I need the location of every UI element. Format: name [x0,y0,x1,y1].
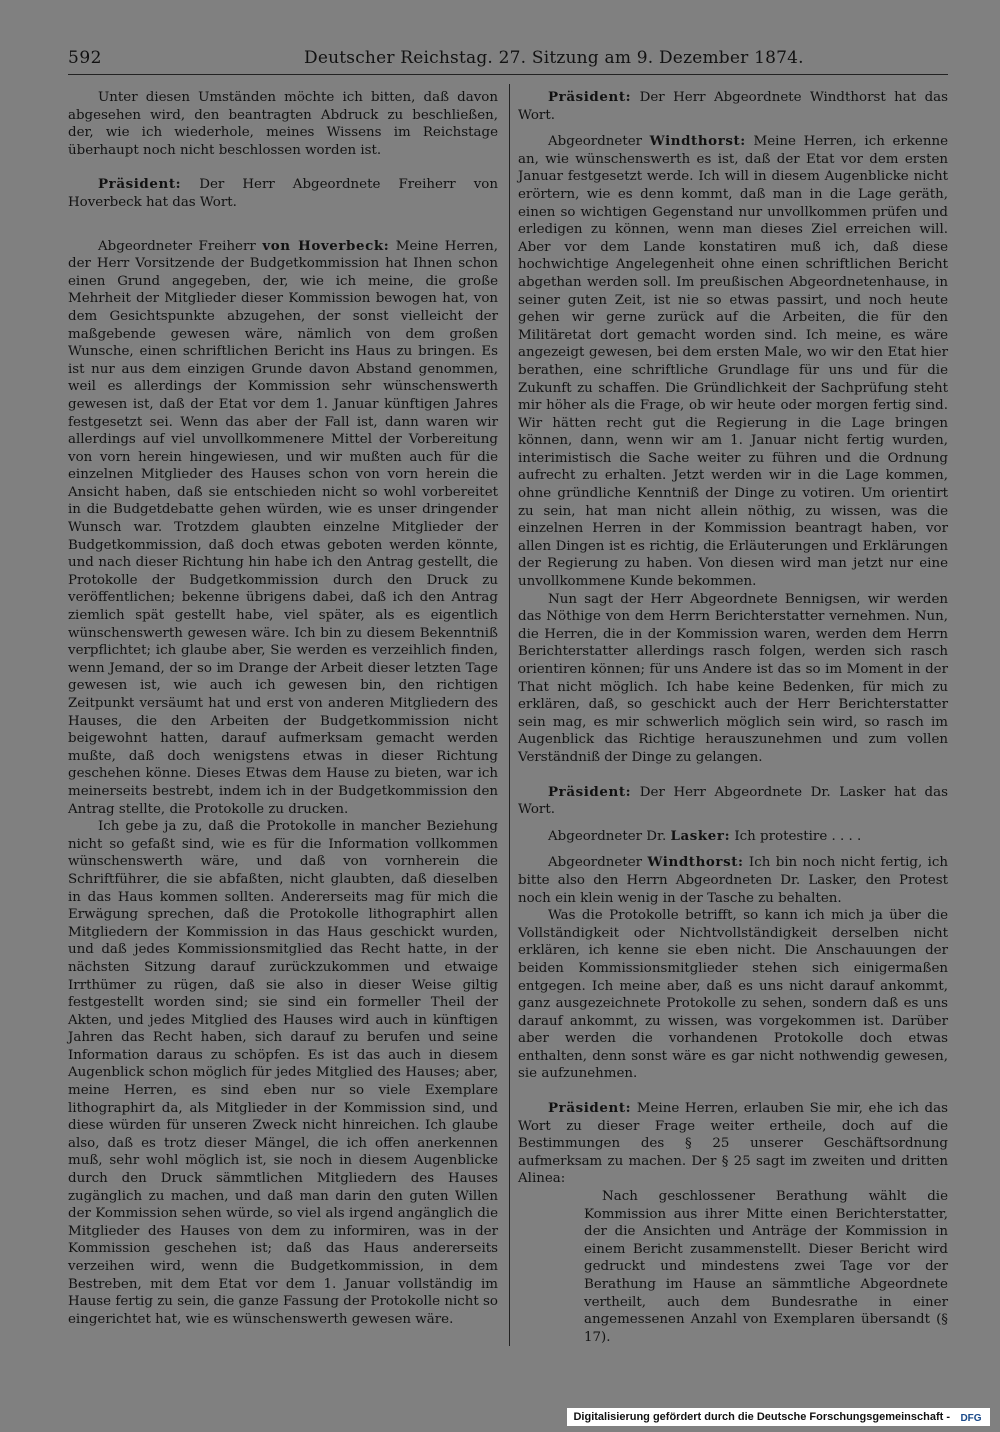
right-column [518,89,948,1346]
speaker-prefix: Abgeordneter Freiherr [98,238,256,254]
speaker-name: Präsident: [548,89,632,105]
left-column [68,89,498,1328]
speech-president [518,784,948,819]
dfg-logo-icon [956,1411,986,1423]
dfg-logo-text: DFG [960,1413,982,1423]
paragraph: Nun sagt der Herr Abgeordnete Bennigsen, wir werden das Nöthige von dem Herrn Berichterstatter vernehmen. Nun, die Herren, die in der Kommission waren, werden dem Herrn Berichterstatter allerdings rasch folgen, werden sich rasch orientiren können; für uns Andere ist das so im Moment in der That nicht möglich. Ich habe keine Bedenken, für mich zu erklären, daß, so geschickt auch der Herr Berichterstatter sein mag, es mir schwerlich möglich sein wird, so rasch im Augenblick das Richtige herauszunehmen und zum vollen Verständniß der Dinge zu gelangen. [518,591,948,765]
speech-lasker [518,828,948,846]
speech-president [518,1100,948,1188]
speaker-name: Präsident: [548,783,632,800]
speech-text: Der Herr Abgeordnete Windthorst hat das Wort. [518,90,948,123]
speaker-name: Windthorst: [647,854,744,871]
speaker-name: Präsident: [548,1100,632,1117]
speaker-prefix: Abgeordneter Dr. [548,828,667,844]
speaker-prefix: Abgeordneter [548,134,643,150]
paragraph: Ich gebe ja zu, daß die Protokolle in mancher Beziehung nicht so gefaßt sind, wie es für die Information vollkommen wünschenswerth wäre, und daß von vornherein die Schriftführer, die sie abfaßten, nicht glaubten, daß dieselben in das Haus kommen sollten. Andererseits mag für mich die Erwägung sprechen, daß die Protokolle lithographirt allen Mitgliedern der Kommission in das Haus geschickt wurden, und daß jedes Kommissionsmitglied das Recht hatte, in der nächsten Sitzung darauf zurückzukommen und etwaige Irrthümer zu rügen, daß sie also in dieser Weise giltig festgestellt worden sind; sie sind ein formeller Theil der Akten, und jedes Mitglied des Hauses wird auch in künftigen Jahren das Recht haben, sich darauf zu berufen und seine Information daraus zu schöpfen. Es ist das auch in diesem Augenblick schon möglich für jedes Mitglied des Hauses; aber, meine Herren, es sind eben nur so viele Exemplare lithographirt da, als Mitglieder in der Kommission sind, und diese würden für unseren Zweck nicht hinreichen. Ich glaube also, daß es trotz dieser Mängel, die ich offen anerkennen muß, sehr wohl möglich ist, sie noch in diesem Augenblicke durch den Druck sämmtlichen Mitgliedern des Hauses zugänglich zu machen, und daß man darin den guten Willen der Kommission sehen würde, so viel als irgend angänglich die Mitglieder des Hauses von dem zu informiren, was in der Kommission geschehen ist; daß das Haus andererseits verzeihen wird, wenn die Budgetkommission, in dem Bestreben, mit dem Etat vor dem 1. Januar vollständig im Hause fertig zu sein, die ganze Fassung der Protokolle nicht so eingerichtet hat, wie es wünschenswerth gewesen wäre. [68,819,498,1327]
speech-text: Ich protestire . . . . [734,828,862,844]
speech-president [518,89,948,124]
speech-president [68,176,498,211]
page-header [68,44,948,75]
running-title: Deutscher Reichstag. 27. Sitzung am 9. Dezember 1874. [304,48,804,68]
speech-text: Der Herr Abgeordnete Freiherr von Hoverbeck hat das Wort. [68,177,498,210]
speech-text: Ich bin noch nicht fertig, ich bitte also den Herrn Abgeordneten Dr. Lasker, den Protest noch ein klein wenig in der Tasche zu behalten. [518,855,948,906]
speaker-name: Windthorst: [649,133,746,150]
funding-note: Digitalisierung gefördert durch die Deutsche Forschungsgemeinschaft - [573,1411,950,1423]
speaker-name: Präsident: [98,176,182,193]
quoted-regulation: Nach geschlossener Berathung wählt die Kommission aus ihrer Mitte einen Berichterstatter, der die Ansichten und Anträge der Kommission in einem Bericht zusammenstellt. Dieser Bericht wird gedruckt und mindestens zwei Tage vor der Berathung im Hause an sämmtliche Abgeordnete vertheilt, auch dem Bundesrathe in einer angemessenen Anzahl von Exemplaren übersandt (§ 17). [584,1189,948,1345]
speech-windthorst [518,854,948,907]
speech-text: Der Herr Abgeordnete Dr. Lasker hat das Wort. [518,784,948,818]
speech-windthorst [518,133,948,590]
column-divider [509,84,510,1346]
speech-text: Meine Herren, der Herr Vorsitzende der Budgetkommission hat Ihnen schon einen Grund angegeben, der, wie ich meine, die große Mehrheit der Mitglieder dieser Kommission bewogen hat, von dem Gesichtspunkte abzugehen, der sonst vielleicht der maßgebende gewesen wäre, nämlich von dem großen Wunsche, einen schriftlichen Bericht ins Haus zu bringen. Es ist nur aus dem einzigen Grunde davon Abstand genommen, weil es allerdings der Kommission sehr wünschenswerth gewesen ist, daß der Etat vor dem 1. Januar künftigen Jahres festgesetzt sei. Wenn das aber der Fall ist, dann waren wir allerdings auf viel unvollkommenere Mittel der Vorbereitung von vorn herein hingewiesen, und wir mußten auch für die einzelnen Mitglieder des Hauses schon von vorn herein die Ansicht haben, daß sie entschieden nicht so wohl vorbereitet in die Budgetdebatte gehen würden, wie es unser dringender Wunsch war. Trotzdem glaubten einzelne Mitglieder der Budgetkommission, daß doch etwas geboten werden könnte, und nach dieser Richtung hin habe ich den Antrag gestellt, die Protokolle der Budgetkommission durch den Druck zu veröffentlichen; bekenne übrigens dabei, daß ich den Antrag ziemlich spät gestellt habe, viel später, als es eigentlich wünschenswerth gewesen wäre. Ich bin zu diesem Bekenntniß verpflichtet; ich glaube aber, Sie werden es verzeihlich finden, wenn Jemand, der so im Drange der Arbeit dieser letzten Tage gewesen ist, wie auch ich gewesen bin, den richtigen Zeitpunkt versäumt hat und erst von anderen Mitgliedern des Hauses, die den Arbeiten der Budgetkommission nicht beigewohnt hatten, darauf aufmerksam gemacht werden mußte, daß doch wenigstens etwas in dieser Richtung geschehen könne. Dieses Etwas dem Hause zu bieten, war ich meinerseits bestrebt, indem ich in der Budgetkommission den Antrag stellte, die Protokolle zu drucken. [68,238,498,817]
page-number: 592 [68,48,102,68]
paragraph: Unter diesen Umständen möchte ich bitten, daß davon abgesehen wird, den beantragten Abdruck zu beschließen, der, wie ich wiederhole, meines Wissens im Reichstage überhaupt noch nicht beschlossen worden ist. [68,90,498,158]
paragraph: Was die Protokolle betrifft, so kann ich mich ja über die Vollständigkeit oder Nichtvollständigkeit derselben nicht erklären, ich kenne sie eben nicht. Die Anschauungen der beiden Kommissionsmitglieder stehen sich einigermaßen entgegen. Ich meine aber, daß es uns nicht darauf ankommt, ganz ausgezeichnete Protokolle zu sehen, sondern daß es uns darauf ankommt, zu wissen, was vorgekommen ist. Darüber aber werden die vorhandenen Protokolle doch etwas enthalten, denn sonst wäre es gar nicht nothwendig gewesen, sie aufzunehmen. [518,908,948,1082]
speech-hoverbeck [68,238,498,819]
speaker-name: Lasker: [670,827,731,844]
speech-text: Meine Herren, erlauben Sie mir, ehe ich das Wort zu dieser Frage weiter ertheile, doch auf die Bestimmungen des § 25 unserer Geschäftsordnung aufmerksam zu machen. Der § 25 sagt im zweiten und dritten Alinea: [518,1101,948,1187]
funding-footer [567,1408,990,1426]
speaker-name: von Hoverbeck: [262,237,390,254]
speech-text: Meine Herren, ich erkenne an, wie wünschenswerth es ist, daß der Etat vor dem ersten Januar festgesetzt werde. Ich will in diesem Augenblicke nicht erörtern, wie es denn kommt, daß man in die Lage geräth, einen so wichtigen Gegenstand nur unvollkommen prüfen und erledigen zu können, wenn man dieses Ziel erreichen will. Aber vor dem Lande konstatiren muß ich, daß diese hochwichtige Angelegenheit ohne einen schriftlichen Bericht abgethan werden soll. Im preußischen Abgeordnetenhause, in seiner guten Zeit, ist nie so etwas passirt, und noch heute gehen wir gerne zurück auf die Arbeiten, die für den Militäretat dort gemacht worden sind. Ich meine, es wäre angezeigt gewesen, bei dem ersten Male, wo wir den Etat hier berathen, eine schriftliche Grundlage für uns und für die Zukunft zu schaffen. Die Gründlichkeit der Sachprüfung steht mir höher als die Frage, ob wir heute oder morgen fertig sind. Wir hätten recht gut die Regierung in die Lage bringen können, dann, wenn wir am 1. Januar nicht fertig wurden, interimistisch die Sache weiter zu führen und die Ordnung aufrecht zu erhalten. Jetzt werden wir in die Lage kommen, ohne gründliche Kenntniß der Dinge zu votiren. Um orientirt zu sein, hat man nicht allein nöthig, zu wissen, was die einzelnen Herren in der Kommission beantragt haben, vor allen Dingen ist es richtig, die Erläuterungen und Erklärungen der Regierung zu haben. Von diesen wird man jetzt nur eine unvollkommene Kunde bekommen. [518,134,948,590]
speaker-prefix: Abgeordneter [548,855,643,871]
